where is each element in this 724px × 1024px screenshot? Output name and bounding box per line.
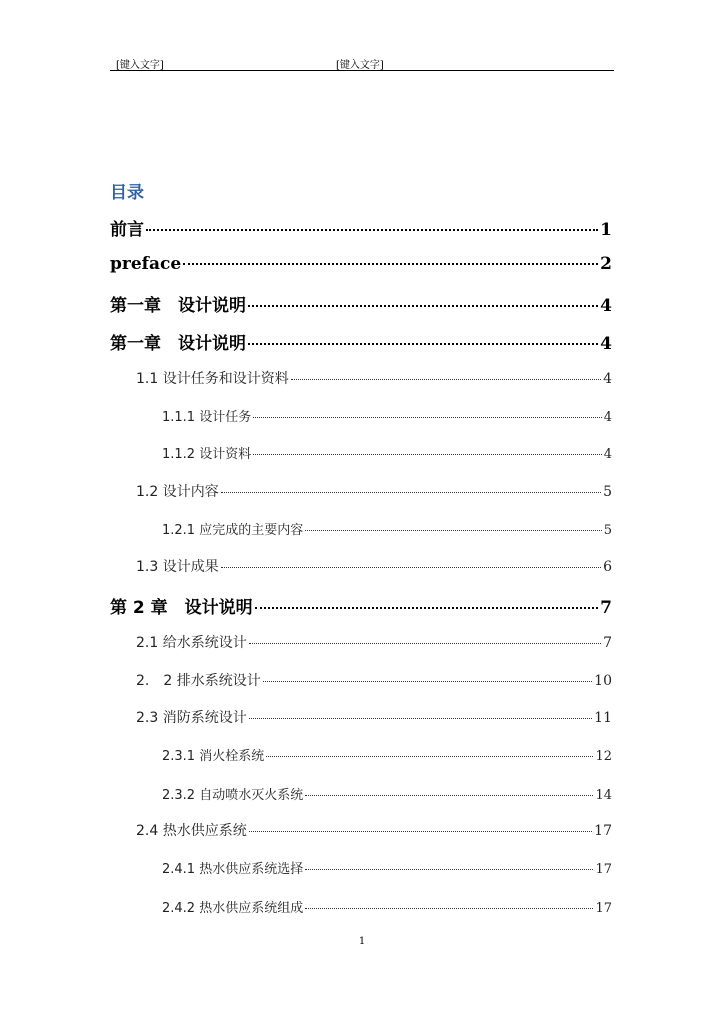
toc-entry-page: 11 bbox=[594, 710, 612, 726]
dot-leader bbox=[221, 567, 601, 568]
toc-entry[interactable] bbox=[162, 784, 612, 803]
toc-entry-label: 2.4 热水供应系统 bbox=[136, 823, 247, 839]
dot-leader bbox=[248, 305, 598, 307]
toc-entry-label: 第 2 章 设计说明 bbox=[110, 598, 253, 618]
dot-leader bbox=[255, 607, 598, 609]
toc-entry-label: 第一章 设计说明 bbox=[110, 334, 246, 354]
toc-entry[interactable] bbox=[162, 897, 612, 916]
dot-leader bbox=[305, 869, 593, 870]
toc-entry-page: 14 bbox=[595, 788, 612, 803]
toc-entry-page: 4 bbox=[603, 410, 612, 425]
toc-entry[interactable] bbox=[162, 745, 612, 764]
dot-leader bbox=[183, 263, 598, 265]
toc-entry-page: 10 bbox=[594, 673, 612, 689]
page-header bbox=[110, 56, 614, 71]
toc-entry-label: 1.1.2 设计资料 bbox=[162, 447, 252, 462]
dot-leader bbox=[249, 643, 601, 644]
toc-entry-page: 4 bbox=[603, 371, 612, 387]
dot-leader bbox=[263, 681, 592, 682]
toc-entry-page: 17 bbox=[595, 901, 612, 916]
header-middle-text: [键入文字] bbox=[336, 60, 384, 71]
dot-leader bbox=[305, 908, 593, 909]
dot-leader bbox=[249, 831, 592, 832]
dot-leader bbox=[221, 492, 601, 493]
toc-entry[interactable] bbox=[162, 519, 612, 538]
dot-leader bbox=[291, 379, 601, 380]
dot-leader bbox=[305, 795, 593, 796]
toc-entry-page: 2 bbox=[600, 254, 612, 274]
toc-entry-page: 6 bbox=[603, 559, 612, 575]
toc-entry-label: 2.3.1 消火栓系统 bbox=[162, 749, 265, 764]
toc-entry-label: 前言 bbox=[110, 220, 144, 240]
toc-entry-page: 4 bbox=[600, 296, 612, 316]
page-number: 1 bbox=[358, 936, 366, 947]
toc-entry[interactable] bbox=[110, 329, 612, 354]
toc-entry-page: 12 bbox=[595, 749, 612, 764]
toc-entry-page: 7 bbox=[600, 598, 612, 618]
toc-entry[interactable] bbox=[110, 215, 612, 240]
toc-entry-page: 7 bbox=[603, 635, 612, 651]
toc-entry[interactable] bbox=[136, 632, 612, 652]
toc-entry-label: 1.1 设计任务和设计资料 bbox=[136, 371, 289, 387]
toc-entry[interactable] bbox=[136, 368, 612, 388]
toc-title: 目录 bbox=[110, 183, 144, 203]
dot-leader bbox=[253, 417, 602, 418]
toc-entry[interactable] bbox=[110, 254, 612, 274]
toc-entry[interactable] bbox=[136, 707, 612, 727]
toc-entry[interactable] bbox=[162, 858, 612, 877]
toc-entry[interactable] bbox=[110, 593, 612, 618]
toc-entry-label: preface bbox=[110, 254, 182, 274]
toc-entry[interactable] bbox=[162, 443, 612, 462]
toc-entry-page: 5 bbox=[603, 523, 612, 538]
toc-entry-label: 2.3.2 自动喷水灭火系统 bbox=[162, 788, 304, 803]
toc-entry-label: 1.2 设计内容 bbox=[136, 484, 219, 500]
toc-entry-label: 2.4.1 热水供应系统选择 bbox=[162, 862, 304, 877]
toc-entry[interactable] bbox=[136, 670, 612, 690]
toc-entry-page: 4 bbox=[600, 334, 612, 354]
toc-entry[interactable] bbox=[136, 481, 612, 501]
dot-leader bbox=[266, 756, 593, 757]
dot-leader bbox=[253, 454, 602, 455]
toc-entry-label: 1.1.1 设计任务 bbox=[162, 410, 252, 425]
toc-entry-label: 2.4.2 热水供应系统组成 bbox=[162, 901, 304, 916]
toc-entry[interactable] bbox=[136, 820, 612, 840]
dot-leader bbox=[305, 530, 602, 531]
toc-entry[interactable] bbox=[162, 406, 612, 425]
toc-entry-page: 1 bbox=[600, 220, 612, 240]
toc-entry-page: 17 bbox=[595, 862, 612, 877]
dot-leader bbox=[249, 718, 592, 719]
toc-entry-label: 2. 2 排水系统设计 bbox=[136, 673, 261, 689]
toc-entry-page: 17 bbox=[594, 823, 612, 839]
toc-entry[interactable] bbox=[110, 291, 612, 316]
dot-leader bbox=[146, 229, 598, 231]
toc-entry-page: 4 bbox=[603, 447, 612, 462]
toc-entry-page: 5 bbox=[603, 484, 612, 500]
toc-entry-label: 2.1 给水系统设计 bbox=[136, 635, 247, 651]
header-left-text: [键入文字] bbox=[116, 60, 164, 71]
toc-entry-label: 第一章 设计说明 bbox=[110, 296, 246, 316]
toc-entry-label: 2.3 消防系统设计 bbox=[136, 710, 247, 726]
toc-entry[interactable] bbox=[136, 556, 612, 576]
dot-leader bbox=[248, 343, 598, 345]
toc-entry-label: 1.3 设计成果 bbox=[136, 559, 219, 575]
toc-entry-label: 1.2.1 应完成的主要内容 bbox=[162, 523, 304, 538]
